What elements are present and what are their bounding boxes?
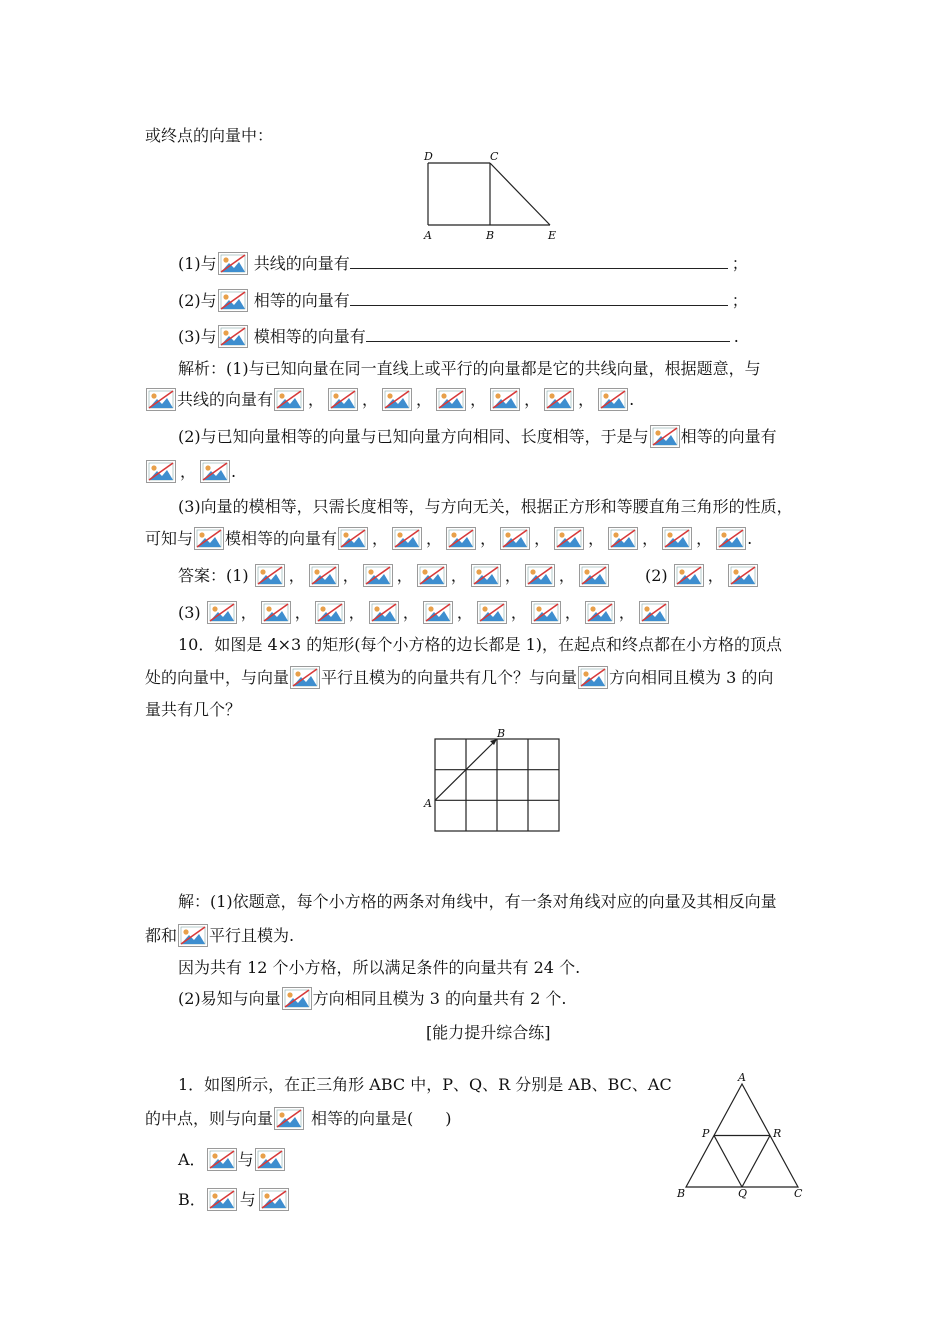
- vector-image: [218, 289, 248, 312]
- inline-text: 的中点，则与向量: [145, 1109, 274, 1128]
- inline-text: ，: [396, 566, 413, 585]
- figure-grid-4x3: [420, 727, 565, 835]
- label-R: R: [773, 1127, 782, 1140]
- vector-image: [200, 460, 230, 483]
- answer-blank-1[interactable]: [350, 254, 728, 269]
- inline-text: ，: [504, 566, 521, 585]
- vector-image: [662, 527, 692, 550]
- vector-image: [255, 564, 285, 587]
- inline-text: (3)与: [178, 327, 217, 346]
- vector-image: [578, 666, 608, 689]
- analysis-1-line-1: 解析：(1)与已知向量在同一直线上或平行的向量都是它的共线向量，根据题意，与: [178, 359, 761, 378]
- vector-image: [650, 425, 680, 448]
- inline-text: ，: [402, 603, 419, 622]
- vector-image: [531, 601, 561, 624]
- solution-line-2: [145, 924, 294, 947]
- vector-image: [608, 527, 638, 550]
- option-a[interactable]: [178, 1148, 286, 1171]
- analysis-3-line-1: (3)向量的模相等，只需长度相等，与方向无关，根据正方形和等腰直角三角形的性质，: [178, 497, 793, 516]
- answer-blank-2[interactable]: [350, 291, 728, 306]
- inline-text: 共线的向量有: [177, 390, 274, 409]
- q10-line-1: 10．如图是 4×3 的矩形(每个小方格的边长都是 1)，在起点和终点都在小方格的顶点: [178, 635, 783, 654]
- inline-text: (1)与: [178, 254, 217, 273]
- analysis-2-line-2: [145, 460, 236, 483]
- inline-text: 答案：(1): [178, 566, 249, 585]
- vector-image: [544, 388, 574, 411]
- inline-text: ，: [524, 390, 541, 409]
- inline-text: ，: [564, 603, 581, 622]
- vector-image: [500, 527, 530, 550]
- vector-image: [146, 460, 176, 483]
- vector-image: [471, 564, 501, 587]
- vector-image: [290, 666, 320, 689]
- vector-image: [146, 388, 176, 411]
- vector-image: [598, 388, 628, 411]
- inline-text: 相等的向量有: [680, 427, 777, 446]
- solution-line-1: 解：(1)依题意，每个小方格的两条对角线中，有一条对角线对应的向量及其相反向量: [178, 892, 777, 911]
- inline-text: ，: [578, 390, 595, 409]
- label-P: P: [702, 1127, 710, 1140]
- inline-text: ，: [470, 390, 487, 409]
- inline-text: ，: [642, 529, 659, 548]
- inline-text: 方向相同且模为 3 的向: [609, 668, 774, 687]
- inline-text: ，: [450, 566, 467, 585]
- option-b[interactable]: [178, 1188, 290, 1211]
- inline-text: ，: [426, 529, 443, 548]
- inline-text: ，: [288, 566, 305, 585]
- inline-text: ，: [510, 603, 527, 622]
- inline-text: 可知与: [145, 529, 194, 548]
- vector-image: [392, 527, 422, 550]
- inline-text: 模相等的向量有: [253, 327, 366, 346]
- label-C: C: [490, 150, 499, 163]
- problem-1-line-1: 1．如图所示，在正三角形 ABC 中，P、Q、R 分别是 AB、BC、AC: [178, 1075, 672, 1094]
- label-A: A: [424, 229, 432, 242]
- inline-text: B．: [178, 1190, 206, 1209]
- vector-image: [338, 527, 368, 550]
- vector-image: [446, 527, 476, 550]
- inline-text: ，: [534, 529, 551, 548]
- vector-image: [382, 388, 412, 411]
- problem-1-line-2: [145, 1107, 452, 1130]
- vector-image: [417, 564, 447, 587]
- vector-image: [363, 564, 393, 587]
- inline-text: (2)易知与向量: [178, 989, 281, 1008]
- vector-image: [218, 252, 248, 275]
- vector-image: [554, 527, 584, 550]
- solution-line-3: 因为共有 12 个小方格，所以满足条件的向量共有 24 个.: [178, 958, 581, 977]
- q10-line-2: [145, 666, 773, 689]
- vector-image: [728, 564, 758, 587]
- inline-text: ，: [618, 603, 635, 622]
- inline-text: (2)与: [178, 291, 217, 310]
- inline-text: (2): [644, 566, 668, 585]
- label-B: B: [486, 229, 495, 242]
- inline-text: ，: [558, 566, 575, 585]
- inline-text: 模相等的向量有: [225, 529, 338, 548]
- inline-text: ，: [362, 390, 379, 409]
- figure-triangle-abc: [672, 1070, 812, 1202]
- question-1: [178, 252, 748, 275]
- intro-text: 或终点的向量中：: [145, 126, 274, 145]
- inline-text: 处的向量中，与向量: [145, 668, 290, 687]
- vector-image: [315, 601, 345, 624]
- inline-text: 相等的向量有: [253, 291, 350, 310]
- question-2: [178, 289, 748, 312]
- vector-image: [194, 527, 224, 550]
- vector-image: [525, 564, 555, 587]
- inline-text: ，: [696, 529, 713, 548]
- inline-text: A．: [178, 1150, 206, 1169]
- inline-text: 相等的向量是( ): [311, 1109, 452, 1128]
- vector-image: [207, 1188, 237, 1211]
- vector-image: [369, 601, 399, 624]
- question-3: [178, 325, 739, 348]
- label-Q: Q: [738, 1187, 748, 1200]
- inline-text: 平行且模为的向量共有几个？与向量: [321, 668, 578, 687]
- inline-text: .: [231, 462, 237, 481]
- inline-text: ，: [456, 603, 473, 622]
- vector-image: [716, 527, 746, 550]
- inline-text: 与: [239, 1190, 256, 1209]
- vector-image: [436, 388, 466, 411]
- vector-image: [255, 1148, 285, 1171]
- vector-image: [207, 1148, 237, 1171]
- vector-image: [674, 564, 704, 587]
- q10-line-3: 量共有几个？: [145, 700, 242, 719]
- vector-image: [309, 564, 339, 587]
- vector-image: [423, 601, 453, 624]
- answer-blank-3[interactable]: [366, 327, 730, 342]
- label-B: B: [497, 727, 506, 740]
- vector-image: [274, 388, 304, 411]
- inline-text: ，: [707, 566, 724, 585]
- inline-text: ，: [308, 390, 325, 409]
- vector-image: [259, 1188, 289, 1211]
- inline-text: ；: [731, 254, 748, 273]
- vector-image: [477, 601, 507, 624]
- inline-text: ，: [372, 529, 389, 548]
- vector-image: [218, 325, 248, 348]
- analysis-1-line-2: [145, 388, 634, 411]
- answer-line-2: [178, 601, 670, 624]
- analysis-3-line-2: [145, 527, 752, 550]
- inline-text: ；: [731, 291, 748, 310]
- solution-line-4: [178, 987, 566, 1010]
- label-E: E: [548, 229, 557, 242]
- inline-text: ，: [416, 390, 433, 409]
- inline-text: ，: [240, 603, 257, 622]
- inline-text: 都和: [145, 926, 178, 945]
- vector-image: [585, 601, 615, 624]
- vector-image: [178, 924, 208, 947]
- vector-image: [261, 601, 291, 624]
- inline-text: ，: [294, 603, 311, 622]
- inline-text: .: [733, 327, 739, 346]
- label-B: B: [677, 1187, 686, 1200]
- inline-text: .: [629, 390, 635, 409]
- answer-line-1: [178, 564, 759, 587]
- inline-text: (3): [178, 603, 201, 622]
- vector-image: [579, 564, 609, 587]
- vector-image: [274, 1107, 304, 1130]
- inline-text: 平行且模为.: [209, 926, 295, 945]
- vector-image: [282, 987, 312, 1010]
- inline-text: .: [747, 529, 753, 548]
- inline-text: ，: [588, 529, 605, 548]
- inline-text: ，: [480, 529, 497, 548]
- inline-text: 共线的向量有: [253, 254, 350, 273]
- label-D: D: [424, 150, 433, 163]
- inline-text: (2)与已知向量相等的向量与已知向量方向相同、长度相等，于是与: [178, 427, 649, 446]
- vector-image: [639, 601, 669, 624]
- section-title: [能力提升综合练]: [426, 1023, 551, 1042]
- inline-text: ，: [342, 566, 359, 585]
- label-A: A: [424, 797, 432, 810]
- inline-text: 与: [237, 1150, 254, 1169]
- inline-text: ，: [348, 603, 365, 622]
- vector-image: [490, 388, 520, 411]
- figure-square-triangle: [415, 148, 565, 243]
- inline-text: 方向相同且模为 3 的向量共有 2 个.: [312, 989, 567, 1008]
- vector-image: [207, 601, 237, 624]
- vector-image: [328, 388, 358, 411]
- analysis-2-line-1: [178, 425, 777, 448]
- label-C: C: [794, 1187, 803, 1200]
- label-A: A: [738, 1071, 746, 1084]
- inline-text: ，: [180, 462, 197, 481]
